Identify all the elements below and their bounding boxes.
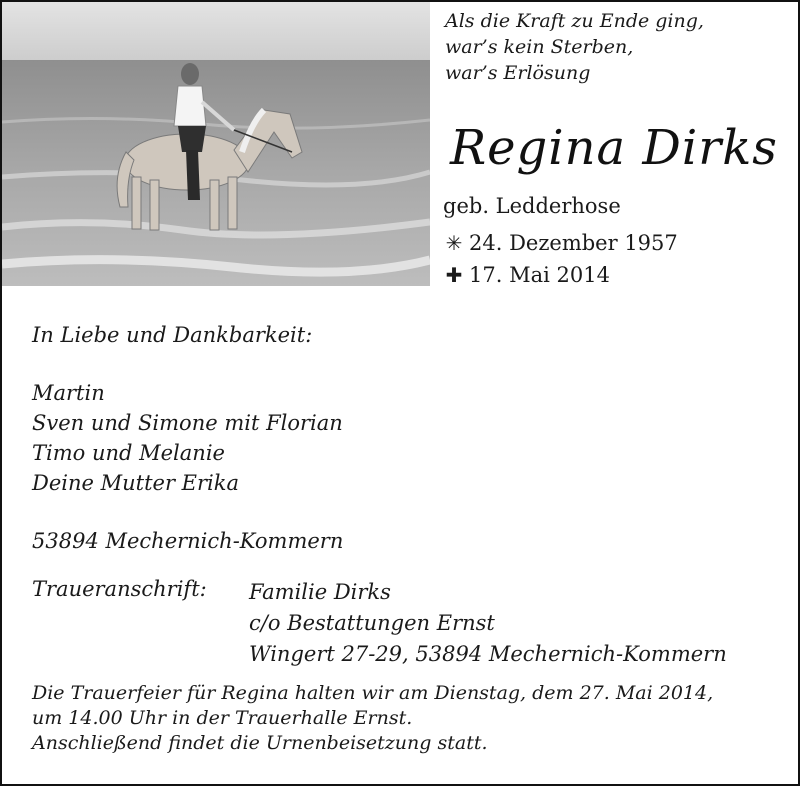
birth-name: geb. Ledderhose — [443, 194, 621, 218]
family-member: Martin — [32, 381, 105, 405]
service-line: Anschließend findet die Urnenbeisetzung statt. — [32, 732, 488, 754]
motto-line: war’s kein Sterben, — [445, 36, 634, 58]
family-member: Sven und Simone mit Florian — [32, 411, 343, 435]
town-line: 53894 Mechernich-Kommern — [32, 529, 344, 553]
address-line: c/o Bestattungen Ernst — [249, 611, 495, 635]
photo-rider-on-horse-at-beach — [2, 2, 430, 286]
death-cross-icon: ✚ — [445, 263, 463, 287]
birth-date: 24. Dezember 1957 — [469, 231, 678, 255]
death-date: 17. Mai 2014 — [469, 263, 610, 287]
death-date-line — [443, 263, 610, 287]
motto-line: war’s Erlösung — [445, 62, 591, 84]
motto-line: Als die Kraft zu Ende ging, — [445, 10, 704, 32]
thanks-line: In Liebe und Dankbarkeit: — [32, 323, 313, 347]
family-list — [32, 378, 343, 498]
service-line: um 14.00 Uhr in der Trauerhalle Ernst. — [32, 707, 413, 729]
birth-date-line — [443, 231, 678, 255]
motto-verse — [445, 8, 704, 86]
mourning-address — [249, 577, 727, 670]
family-member: Timo und Melanie — [32, 441, 225, 465]
family-member: Deine Mutter Erika — [32, 471, 239, 495]
birth-star-icon: ✳ — [445, 231, 463, 255]
service-line: Die Trauerfeier für Regina halten wir am Dienstag, dem 27. Mai 2014, — [32, 682, 714, 704]
deceased-name: Regina Dirks — [450, 120, 778, 176]
address-line: Familie Dirks — [249, 580, 391, 604]
mourning-address-label: Traueranschrift: — [32, 577, 207, 601]
service-announcement — [32, 681, 713, 756]
address-line: Wingert 27-29, 53894 Mechernich-Kommern — [249, 642, 727, 666]
